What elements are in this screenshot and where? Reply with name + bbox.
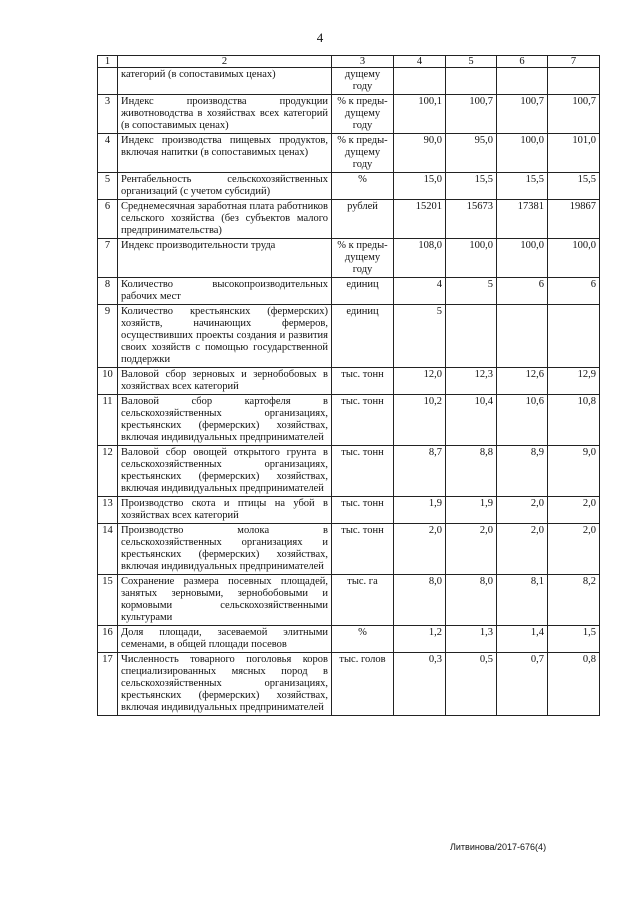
unit-of-measure: тыс. тонн [332, 524, 394, 575]
indicator-name: Доля площади, засеваемой элитными семенами, в общей площади посевов [118, 626, 332, 653]
value-cell: 2,0 [497, 497, 548, 524]
row-number: 17 [98, 653, 118, 716]
value-cell: 1,4 [497, 626, 548, 653]
unit-of-measure: рублей [332, 200, 394, 239]
table-row [98, 446, 600, 497]
unit-of-measure: % к преды-дущему году [332, 134, 394, 173]
value-cell: 10,6 [497, 395, 548, 446]
value-cell: 1,9 [446, 497, 497, 524]
unit-of-measure: тыс. га [332, 575, 394, 626]
value-cell: 90,0 [394, 134, 446, 173]
table-row [98, 68, 600, 95]
value-cell: 0,3 [394, 653, 446, 716]
value-cell: 0,7 [497, 653, 548, 716]
unit-of-measure: тыс. тонн [332, 368, 394, 395]
indicator-name: Индекс производства продукции животноводства в хозяйствах всех категорий (в сопоставимых ценах) [118, 95, 332, 134]
indicator-name: Производство скота и птицы на убой в хозяйствах всех категорий [118, 497, 332, 524]
indicator-name: Валовой сбор картофеля в сельскохозяйственных организациях, крестьянских (фермерских) хозяйствах, включая индивидуальных предпринимателей [118, 395, 332, 446]
value-cell: 95,0 [446, 134, 497, 173]
unit-of-measure: % [332, 173, 394, 200]
table-row [98, 395, 600, 446]
row-number: 12 [98, 446, 118, 497]
value-cell: 100,7 [548, 95, 600, 134]
value-cell: 2,0 [446, 524, 497, 575]
value-cell: 9,0 [548, 446, 600, 497]
indicator-name: Валовой сбор овощей открытого грунта в сельскохозяйственных организациях, крестьянских (фермерских) хозяйствах, включая индивидуальных предпринимателей [118, 446, 332, 497]
table-row [98, 305, 600, 368]
unit-of-measure: единиц [332, 278, 394, 305]
value-cell: 100,0 [497, 239, 548, 278]
value-cell: 100,7 [446, 95, 497, 134]
indicator-name: Производство молока в сельскохозяйственных организациях и крестьянских (фермерских) хозяйствах, включая индивидуальных предпринимателей [118, 524, 332, 575]
value-cell: 6 [548, 278, 600, 305]
value-cell [548, 68, 600, 95]
row-number: 13 [98, 497, 118, 524]
indicator-name: Рентабельность сельскохозяйственных организаций (с учетом субсидий) [118, 173, 332, 200]
indicators-table [97, 55, 600, 716]
value-cell: 10,4 [446, 395, 497, 446]
column-number: 4 [394, 56, 446, 68]
table-row [98, 368, 600, 395]
indicator-name: Среднемесячная заработная плата работников сельского хозяйства (без субъектов малого предпринимательства) [118, 200, 332, 239]
value-cell: 1,2 [394, 626, 446, 653]
value-cell: 2,0 [548, 497, 600, 524]
value-cell [446, 68, 497, 95]
unit-of-measure: единиц [332, 305, 394, 368]
table-row [98, 134, 600, 173]
row-number: 9 [98, 305, 118, 368]
value-cell [394, 68, 446, 95]
value-cell: 108,0 [394, 239, 446, 278]
value-cell: 100,1 [394, 95, 446, 134]
value-cell: 100,0 [446, 239, 497, 278]
value-cell [497, 68, 548, 95]
row-number: 14 [98, 524, 118, 575]
value-cell: 1,5 [548, 626, 600, 653]
value-cell: 100,0 [548, 239, 600, 278]
column-number: 2 [118, 56, 332, 68]
value-cell [446, 305, 497, 368]
table-row [98, 239, 600, 278]
value-cell: 1,3 [446, 626, 497, 653]
value-cell: 2,0 [394, 524, 446, 575]
table-row [98, 575, 600, 626]
value-cell: 101,0 [548, 134, 600, 173]
unit-of-measure: тыс. голов [332, 653, 394, 716]
value-cell: 6 [497, 278, 548, 305]
row-number: 16 [98, 626, 118, 653]
row-number: 4 [98, 134, 118, 173]
row-number: 11 [98, 395, 118, 446]
value-cell: 8,7 [394, 446, 446, 497]
value-cell: 15,5 [446, 173, 497, 200]
indicator-name: категорий (в сопоставимых ценах) [118, 68, 332, 95]
table-row [98, 653, 600, 716]
value-cell: 15,5 [497, 173, 548, 200]
table-row [98, 200, 600, 239]
value-cell: 8,9 [497, 446, 548, 497]
value-cell [548, 305, 600, 368]
column-number: 3 [332, 56, 394, 68]
column-number: 1 [98, 56, 118, 68]
unit-of-measure: % к преды-дущему году [332, 239, 394, 278]
value-cell: 8,0 [394, 575, 446, 626]
value-cell: 8,8 [446, 446, 497, 497]
value-cell: 2,0 [548, 524, 600, 575]
indicator-name: Индекс производительности труда [118, 239, 332, 278]
value-cell: 12,9 [548, 368, 600, 395]
value-cell: 15,0 [394, 173, 446, 200]
column-number: 5 [446, 56, 497, 68]
indicator-name: Численность товарного поголовья коров специализированных мясных пород в сельскохозяйственных организациях, крестьянских (фермерских) хозяйствах, включая индивидуальных предпринимателей [118, 653, 332, 716]
table-row [98, 95, 600, 134]
unit-of-measure: % к преды-дущему году [332, 95, 394, 134]
value-cell: 15673 [446, 200, 497, 239]
row-number: 6 [98, 200, 118, 239]
indicator-name: Сохранение размера посевных площадей, занятых зерновыми, зернобобовыми и кормовыми сельскохозяйственными культурами [118, 575, 332, 626]
column-number: 7 [548, 56, 600, 68]
value-cell: 12,0 [394, 368, 446, 395]
row-number [98, 68, 118, 95]
row-number: 5 [98, 173, 118, 200]
unit-of-measure: тыс. тонн [332, 497, 394, 524]
value-cell: 15201 [394, 200, 446, 239]
unit-of-measure: % [332, 626, 394, 653]
value-cell: 4 [394, 278, 446, 305]
value-cell: 12,3 [446, 368, 497, 395]
value-cell: 8,1 [497, 575, 548, 626]
value-cell: 8,2 [548, 575, 600, 626]
row-number: 3 [98, 95, 118, 134]
table-row [98, 626, 600, 653]
document-code: Литвинова/2017-676(4) [450, 842, 547, 852]
row-number: 15 [98, 575, 118, 626]
value-cell [497, 305, 548, 368]
column-number-row [98, 56, 600, 68]
value-cell: 10,2 [394, 395, 446, 446]
table-row [98, 497, 600, 524]
row-number: 7 [98, 239, 118, 278]
value-cell: 15,5 [548, 173, 600, 200]
value-cell: 5 [446, 278, 497, 305]
table-row [98, 173, 600, 200]
value-cell: 12,6 [497, 368, 548, 395]
indicator-name: Валовой сбор зерновых и зернобобовых в хозяйствах всех категорий [118, 368, 332, 395]
value-cell: 100,0 [497, 134, 548, 173]
indicator-name: Количество высокопроизводительных рабочих мест [118, 278, 332, 305]
value-cell: 2,0 [497, 524, 548, 575]
column-number: 6 [497, 56, 548, 68]
value-cell: 0,5 [446, 653, 497, 716]
indicator-name: Индекс производства пищевых продуктов, включая напитки (в сопоставимых ценах) [118, 134, 332, 173]
value-cell: 100,7 [497, 95, 548, 134]
value-cell: 0,8 [548, 653, 600, 716]
row-number: 8 [98, 278, 118, 305]
table-row [98, 278, 600, 305]
value-cell: 8,0 [446, 575, 497, 626]
unit-of-measure: тыс. тонн [332, 395, 394, 446]
value-cell: 17381 [497, 200, 548, 239]
row-number: 10 [98, 368, 118, 395]
table-row [98, 524, 600, 575]
unit-of-measure: тыс. тонн [332, 446, 394, 497]
indicator-name: Количество крестьянских (фермерских) хозяйств, начинающих фермеров, осуществивших проекты создания и развития своих хозяйств с помощью государственной поддержки [118, 305, 332, 368]
value-cell: 19867 [548, 200, 600, 239]
value-cell: 1,9 [394, 497, 446, 524]
value-cell: 5 [394, 305, 446, 368]
page-number: 4 [316, 30, 324, 45]
value-cell: 10,8 [548, 395, 600, 446]
unit-of-measure: дущему году [332, 68, 394, 95]
